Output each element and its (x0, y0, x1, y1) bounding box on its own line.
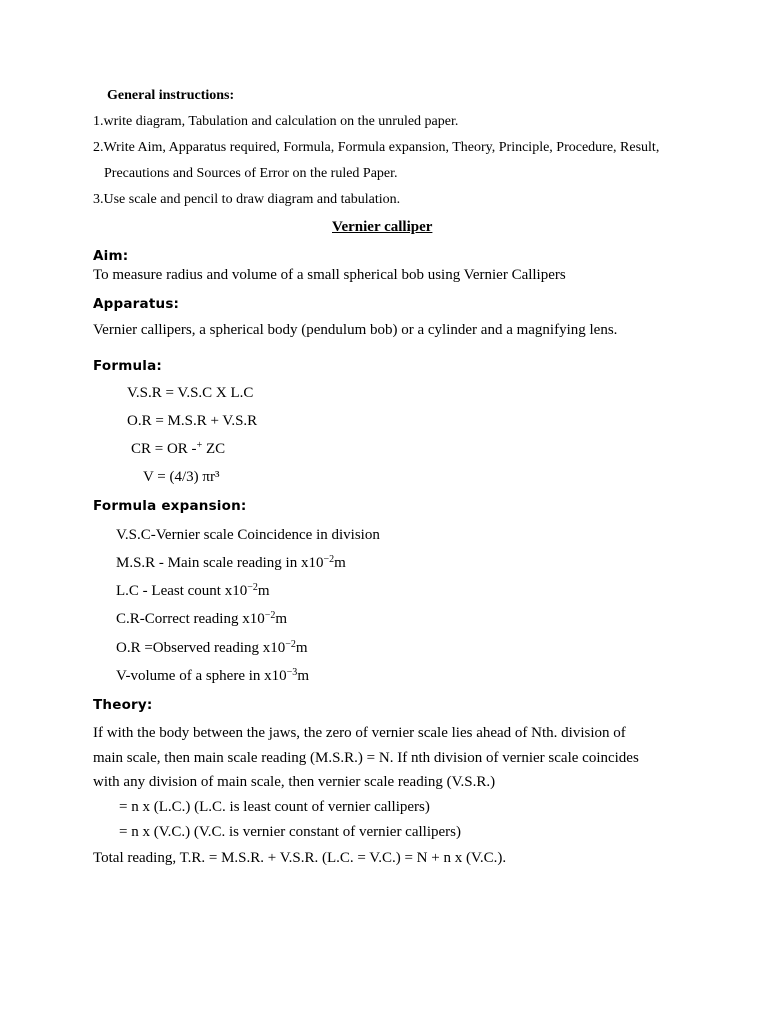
formula-cr-plus: + (196, 440, 203, 451)
expansion-or (116, 641, 308, 656)
formula-cr-tail: ZC (202, 441, 226, 457)
theory-line-5: = n x (V.C.) (V.C. is vernier constant of vernier callipers) (119, 824, 461, 840)
page-title: Vernier calliper (332, 219, 433, 235)
formula-or: O.R = M.S.R + V.S.R (127, 413, 258, 429)
expansion-cr (116, 612, 287, 627)
theory-line-3: with any division of main scale, then vernier scale reading (V.S.R.) (93, 774, 496, 790)
expansion-cr-unit: m (275, 611, 288, 627)
expansion-cr-text: C.R-Correct reading x10 (116, 611, 265, 627)
instruction-item-2: 2.Write Aim, Apparatus required, Formula, Formula expansion, Theory, Principle, Procedure, Result, (93, 140, 660, 155)
expansion-lc-unit: m (257, 583, 270, 599)
formula-cr (131, 442, 225, 457)
formula-volume: V = (4/3) πr³ (143, 469, 220, 485)
expansion-msr-exponent: −2 (323, 554, 335, 565)
expansion-or-unit: m (295, 640, 308, 656)
expansion-vsc: V.S.C-Vernier scale Coincidence in division (116, 527, 380, 543)
expansion-msr (116, 556, 346, 571)
aim-text: To measure radius and volume of a small spherical bob using Vernier Callipers (93, 267, 566, 283)
expansion-or-exponent: −2 (285, 639, 296, 650)
expansion-lc-exponent: −2 (247, 582, 258, 593)
expansion-volume-text: V-volume of a sphere in x10 (116, 668, 287, 684)
expansion-volume-unit: m (297, 668, 309, 684)
expansion-lc-text: L.C - Least count x10 (116, 583, 248, 599)
theory-line-4: = n x (L.C.) (L.C. is least count of vernier callipers) (119, 799, 430, 815)
theory-line-2: main scale, then main scale reading (M.S.R.) = N. If nth division of vernier scale coincides (93, 750, 639, 766)
theory-heading: Theory: (93, 697, 153, 713)
instructions-heading: General instructions: (107, 88, 235, 103)
expansion-msr-text: M.S.R - Main scale reading in x10 (116, 555, 324, 571)
expansion-volume (116, 669, 309, 684)
formula-expansion-heading: Formula expansion: (93, 498, 247, 514)
expansion-lc (116, 584, 270, 599)
aim-heading: Aim: (93, 248, 129, 264)
instruction-item-2-continued: Precautions and Sources of Error on the ruled Paper. (104, 166, 398, 181)
formula-vsr: V.S.R = V.S.C X L.C (127, 385, 254, 401)
theory-line-6: Total reading, T.R. = M.S.R. + V.S.R. (L.C. = V.C.) = N + n x (V.C.). (93, 850, 507, 866)
expansion-msr-unit: m (334, 555, 346, 571)
instruction-item-3: 3.Use scale and pencil to draw diagram and tabulation. (93, 192, 401, 207)
theory-line-1: If with the body between the jaws, the zero of vernier scale lies ahead of Nth. division of (93, 725, 626, 741)
expansion-volume-exponent: −3 (286, 667, 298, 678)
instruction-item-1: 1.write diagram, Tabulation and calculation on the unruled paper. (93, 114, 459, 129)
formula-heading: Formula: (93, 358, 163, 374)
apparatus-text: Vernier callipers, a spherical body (pendulum bob) or a cylinder and a magnifying lens. (93, 322, 618, 338)
apparatus-heading: Apparatus: (93, 296, 180, 312)
formula-cr-base: CR = OR - (131, 441, 197, 457)
expansion-or-text: O.R =Observed reading x10 (116, 640, 286, 656)
expansion-cr-exponent: −2 (264, 610, 276, 621)
